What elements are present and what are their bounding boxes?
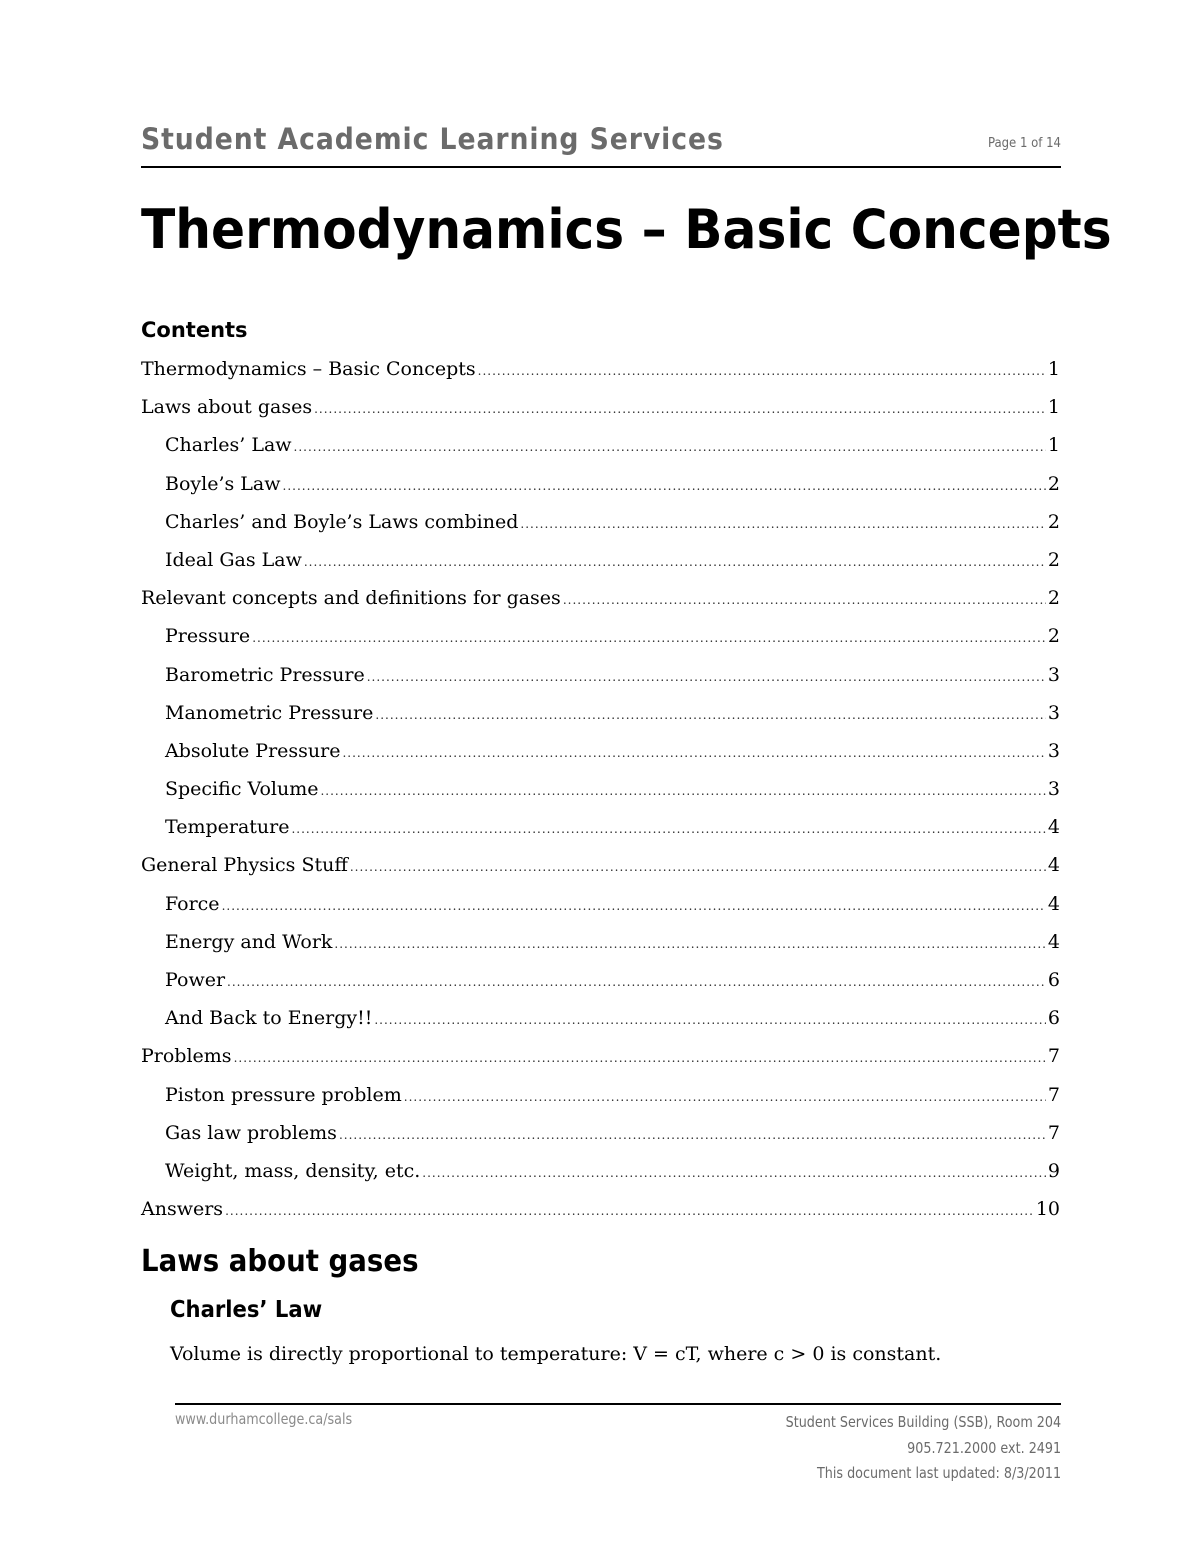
toc-entry[interactable]: [141, 511, 1060, 549]
toc-entry-text: And Back to Energy!!: [165, 1007, 373, 1030]
toc-dot-leader: [314, 402, 1046, 416]
toc-entry-text: Barometric Pressure: [165, 663, 365, 686]
toc-entry-text: Charles’ and Boyle’s Laws combined: [165, 510, 519, 533]
toc-dot-leader: [291, 822, 1045, 836]
toc-entry-text: Laws about gases: [141, 396, 313, 419]
toc-entry[interactable]: [141, 549, 1060, 587]
toc-entry-text: Piston pressure problem: [165, 1083, 402, 1106]
toc-entry[interactable]: [141, 740, 1060, 778]
toc-dot-leader: [350, 860, 1046, 874]
toc-dot-leader: [222, 899, 1046, 913]
toc-entry[interactable]: [141, 931, 1060, 969]
toc-entry-text: Ideal Gas Law: [165, 548, 302, 571]
toc-entry[interactable]: [141, 1045, 1060, 1083]
toc-dot-leader: [422, 1166, 1046, 1180]
toc-dot-leader: [478, 364, 1046, 378]
subsection-heading: Charles’ Law: [170, 1297, 323, 1323]
toc-entry-page: 3: [1047, 701, 1060, 724]
toc-dot-leader: [404, 1090, 1046, 1104]
toc-entry-page: 4: [1047, 892, 1060, 915]
toc-entry-page: 2: [1047, 510, 1060, 533]
toc-entry-page: 7: [1047, 1121, 1060, 1144]
toc-entry[interactable]: [141, 969, 1060, 1007]
document-title: Thermodynamics – Basic Concepts: [141, 198, 1112, 261]
toc-dot-leader: [342, 746, 1045, 760]
toc-entry-page: 1: [1047, 434, 1060, 457]
toc-entry-text: Problems: [141, 1045, 232, 1068]
toc-entry-page: 6: [1047, 969, 1060, 991]
contents-heading: Contents: [141, 318, 248, 342]
toc-entry-page: 4: [1047, 854, 1060, 877]
toc-entry-page: 2: [1047, 625, 1060, 648]
toc-dot-leader: [304, 555, 1046, 569]
toc-entry[interactable]: [141, 587, 1060, 625]
toc-entry-text: General Physics Stuff: [141, 854, 348, 877]
toc-dot-leader: [375, 708, 1046, 722]
toc-entry-text: Temperature: [165, 816, 290, 839]
toc-entry-text: Absolute Pressure: [165, 739, 341, 762]
toc-entry[interactable]: [141, 778, 1060, 816]
toc-dot-leader: [283, 479, 1046, 493]
toc-entry-text: Boyle’s Law: [165, 472, 281, 495]
toc-entry-page: 2: [1047, 587, 1060, 610]
toc-entry-text: Pressure: [165, 625, 251, 648]
toc-dot-leader: [320, 784, 1045, 798]
toc-entry-page: 3: [1047, 739, 1060, 762]
toc-entry-text: Relevant concepts and definitions for gases: [141, 587, 561, 610]
toc-entry-text: Gas law problems: [165, 1121, 337, 1144]
toc-dot-leader: [252, 631, 1046, 645]
toc-entry[interactable]: [141, 1160, 1060, 1198]
body-paragraph: Volume is directly proportional to temperature: V = cT, where c > 0 is constant.: [170, 1343, 942, 1365]
toc-entry[interactable]: [141, 893, 1060, 931]
toc-dot-leader: [334, 937, 1045, 951]
toc-entry-page: 3: [1047, 663, 1060, 686]
toc-entry-text: Answers: [141, 1198, 224, 1221]
toc-entry-text: Energy and Work: [165, 930, 333, 953]
toc-entry-text: Force: [165, 892, 220, 915]
toc-dot-leader: [563, 593, 1046, 607]
footer-contact: [737, 1410, 1061, 1487]
toc-entry-text: Weight, mass, density, etc.: [165, 1159, 421, 1182]
toc-entry-page: 9: [1047, 1159, 1060, 1182]
toc-entry[interactable]: [141, 1122, 1060, 1160]
toc-dot-leader: [227, 975, 1046, 989]
toc-dot-leader: [520, 517, 1046, 531]
toc-entry-page: 2: [1047, 548, 1060, 571]
toc-entry-text: Power: [165, 969, 226, 991]
toc-entry[interactable]: [141, 434, 1060, 472]
toc-entry[interactable]: [141, 1198, 1060, 1236]
toc-dot-leader: [225, 1204, 1034, 1218]
page-footer: [175, 1403, 1061, 1482]
toc-entry-text: Thermodynamics – Basic Concepts: [141, 358, 476, 380]
toc-entry[interactable]: [141, 664, 1060, 702]
toc-entry-page: 4: [1047, 816, 1060, 839]
toc-entry[interactable]: [141, 625, 1060, 663]
toc-entry[interactable]: [141, 1084, 1060, 1122]
toc-entry-page: 7: [1047, 1083, 1060, 1106]
page-header: [141, 120, 1061, 168]
header-title: Student Academic Learning Services: [141, 122, 724, 156]
footer-url-link[interactable]: www.durhamcollege.ca/sals: [175, 1410, 353, 1428]
toc-dot-leader: [234, 1051, 1046, 1065]
toc-entry[interactable]: [141, 358, 1060, 396]
toc-entry-page: 6: [1047, 1007, 1060, 1030]
toc-entry-page: 7: [1047, 1045, 1060, 1068]
toc-entry[interactable]: [141, 1007, 1060, 1045]
toc-entry[interactable]: [141, 473, 1060, 511]
footer-updated: This document last updated: 8/3/2011: [816, 1464, 1061, 1482]
toc-dot-leader: [367, 670, 1046, 684]
toc-entry-page: 10: [1035, 1198, 1060, 1221]
footer-phone: 905.721.2000 ext. 2491: [907, 1438, 1061, 1457]
toc-entry-page: 4: [1047, 930, 1060, 953]
toc-entry-text: Manometric Pressure: [165, 701, 374, 724]
toc-entry[interactable]: [141, 396, 1060, 434]
toc-entry[interactable]: [141, 702, 1060, 740]
toc-entry[interactable]: [141, 816, 1060, 854]
toc-entry-text: Charles’ Law: [165, 434, 292, 457]
toc-dot-leader: [374, 1013, 1046, 1027]
toc-entry-page: 2: [1047, 472, 1060, 495]
toc-entry[interactable]: [141, 854, 1060, 892]
toc-dot-leader: [339, 1128, 1046, 1142]
toc-entry-page: 1: [1047, 396, 1060, 419]
toc-entry-page: 1: [1047, 358, 1060, 380]
table-of-contents: [141, 358, 1060, 1236]
footer-location: Student Services Building (SSB), Room 204: [785, 1413, 1061, 1431]
toc-entry-page: 3: [1047, 778, 1060, 801]
section-heading: Laws about gases: [141, 1244, 419, 1279]
page-number-label: Page 1 of 14: [988, 136, 1061, 151]
toc-entry-text: Specific Volume: [165, 778, 319, 801]
toc-dot-leader: [294, 440, 1046, 454]
